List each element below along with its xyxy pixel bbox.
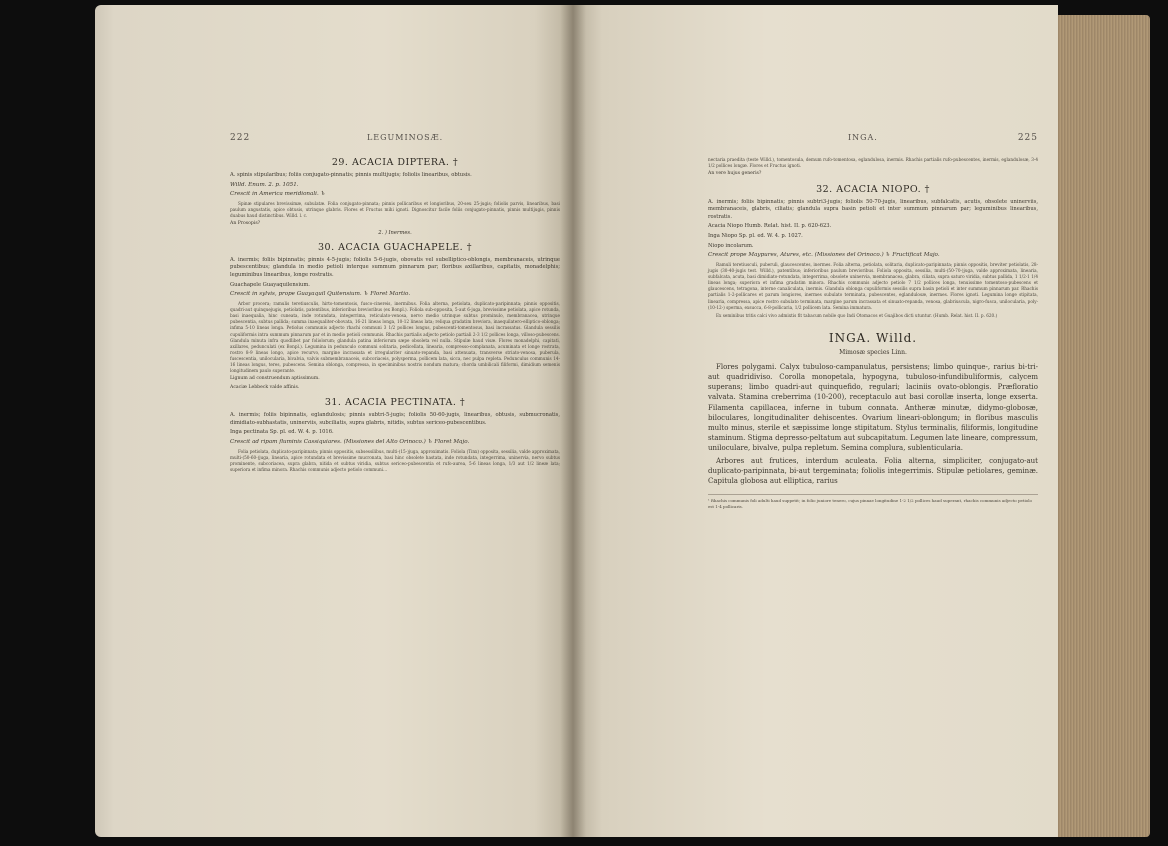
genus-description-continued: Arbores aut frutices, interdum aculeata. Folia alterna, simpliciter, conjugato-aut duplicato-paripinnata, bi-aut tergeminata; foliolis integerrimis. Stipulæ petiolares, geminæ. Capitula globosa aut elliptica, rarius (708, 456, 1038, 486)
species-description: Folia petiolata, duplicato-paripinnata; pinnis oppositis, subsessilibus, multi-(15-)juga, approximatis. Foliola (Tinx) opposita, sessilia, valde approximata, multi-(50-60-)juga, linearia, apice rotundata et brevissime mucronata, basi hinc obsolete hastata, inde rotundata, integerrima, uninervia, nervo subtus prominente, subcoriacea, supra glabra, nitida et subtus viridia, subtus sericeo-pubescentia et rufo-aurea, 5-6 lineas longa, 1/3 aut 1/2 lineæ lata; superiora et infima minora. Rhachis communis adjecto petiolo communi… (230, 448, 560, 472)
species-note: An Prosopis? (230, 221, 261, 227)
species-description: Ramuli teretiusculi, puberuli, glaucescentes, inermes. Folia alterna, petiolata, solitaria, duplicato-paripinnata; pinnis oppositis, breviter petiolatis, 28-jugis (30-40-jugis test. Willd.), patentibus; inferioribus paulum brevioribus. Foliola opposita, sessilia, multi-(50-70-)juga, valde approximata, linearia, subfalcata, acuta, basi dimidiato-rotundata, integerrima, obsolete uninervia, membranacea, glabra, ciliata, supra saturo viridia, subtus pallida, 1 1/2-1 1/4 lineas longa; superiora et infima gradatim minora. Rhachis communis adjecto petiolo 7 1/2 pollices longa, tenuissime tomentoso-pubescens et glaucescens, tetragona, interne canaliculata, inermis. Glandula oblonga cupuliformis sessilis supra basin petioli et inter summum pinnarum par. Rhachis partialis 1-2-pollicares et parum longiores, inermes subulato terminata, pubescentes, eglandulosæ, inermes. Flores ignoti. Legumina longe stipitata, linearia, compressa, apice rostro subulato terminata, margine parum incrassata et sinuato-repanda, venosa, glabriuscula, nigro-fusca, unilocularia, poly-(10-12-) sperma, exsucca, 6-8-pollicaria, 1/2 pollicem lata. Semina immatura. (708, 261, 1038, 310)
running-header (708, 133, 1038, 143)
species-synonym: Inga pectinata Sp. pl. ed. W. 4. p. 1016. (230, 429, 334, 436)
species-locality: Crescit prope Maypures, Atures, etc. (Missiones del Orinoco.) ♄ Fructificat Majo. (708, 252, 940, 259)
open-book (95, 5, 1150, 837)
species-title: 31. ACACIA PECTINATA. † (324, 396, 466, 408)
running-title: INGA. (847, 133, 878, 142)
continued-description: nectaria praedita (teste Willd.), tomentosula, demum rufo-tomentosa, eglandulosa, inermis. Rhachis partialis rufo-pubescentes, inermis, eglandulosæ, 3-4 1/2 pollices longæ. Flores et Fructus ignoti. (708, 157, 1038, 169)
species-title: 30. ACACIA GUACHAPELE. † (318, 241, 472, 253)
variety-heading: 2. ) Inermes. (378, 229, 412, 236)
species-synonym: Guachapele Guayaquilensium. (230, 281, 310, 288)
species-locality: Crescit ad ripam fluminis Cassiquiares. (Missiones del Alto Orinoco.) ♄ Floret Majo. (230, 438, 470, 445)
species-synonym: Willd. Enum. 2. p. 1051. (230, 181, 299, 188)
species-synonym: Acacia Niopo Humb. Relat. hist. II. p. 620-623. (708, 223, 832, 230)
species-note: Ex seminibus tritis calci vivo admixtis fit tabacum nobile quo Indi Otomacos et Guajibos dicti utuntur. (Humb. Relat. hist. II. p. 620.) (716, 312, 998, 318)
species-description: Arbor procera; ramulis teretiusculis, hirto-tomentosis, fusco-cinereis, inermibus. Folia alterna, petiolata, duplicato-paripinnata; pinnis oppositis, quadri-aut quinquejugis, petiolatis, patentibus, inferioribus brevioribus (ex Bonpl.). Foliola sub-opposita, 5-aut 6-juga, brevissime petiolata, apice rotunda, basi inaequalia, hinc cuneata, inde rotundata, integerrima, reticulato-venosa, nervo medio utrinque subtus prominulo, membranacea, utrinque pubescentia, subtus pallida; summa inaequaliter-obovata, 16-21 lineas longa, 10-12 lineas lata; reliqua gradatim breviora, inaequilatero-elliptico-oblonga; infima 5-10 lineas longa. Petiolus communis adjecto rhachi communi 3 1/2 pollices longus, pubescenti-tomentosus, basi incrassatus. Glandula sessilis cupuliformis intra summum pinnarum par et in medio petioli communis. Rhachis partialis adjecto petiolo partiali 2-3 1/2 pollices longa, villoso-pubescens. Glandula minuta infra quodlibet par foliolorum; glandula patina inferiorum sæpe obsoleta vel nulla. Stipulæ haud visæ. Flores monadelphi, capitati, axillares, pedunculati (ex Bonpl.). Legumina in pedunculo communi solitaria, pedicellata, linearia, compresso-complanata, acuminata et longe rostrata, rostro 8-9 lineas longo, apice recurvo, margine incrassata et irregulariter sinuato-repanda, basi attenuata, transverse striato-venosa, puberula, fuscescentia, unilocularia, bivalvia, valvis submembranaceis, subcoriaceis, polysperma, pollicem lata, sicca, nec pulpa repleta. Pedunculus communis 14-16 lineas longus, teres, pubescens. Semina oblonga, compressa, in speciminibus nostris nondum matura; chorda umbilicali filiformi, dimidium semenis longitudinem paulo superante. (230, 301, 560, 374)
left-page-content (230, 133, 560, 475)
genus-description: Flores polygami. Calyx tubuloso-campanulatus, persistens; limbo quinque-, rarius bi-tri-aut quadridiviso. Corolla monopetala, hypogyna, tubuloso-infundibuliformis, calycem superans; limbo quadri-aut quinquefido, regulari; laciniis ovato-oblongis. Præfloratio valvata. Stamina creberrima (10-200), receptaculo aut basi corollæ inserta, longe exserta. Filamenta capillacea, inferne in tubum connata. Antheræ minutæ, didymo-globosæ, biloculares, longitudinaliter dehiscentes. Ovarium lineari-oblongum; in floribus masculis multo minus, sterile et sæpissime longe stipitatum. Stylus terminalis, filiformis, longitudine staminum. Stigma depresso-peltatum aut subcapitatum. Legumen late lineare, compressum, uniloculare, bivalve, pulpa repletum. Semina complura, sublenticularia. (708, 362, 1038, 453)
species-title: 32. ACACIA NIOPO. † (816, 183, 930, 195)
species-synonym: Niopo incolarum. (708, 242, 754, 249)
footnote: ¹ Rhachis communis foli adulti haud suppetit; in folio juniore tenero, cujus pinnae longitudine 1-2 1/2 pollices haud superant, rhachis communis adjecto petiolo est 1-4 pollicaris. (708, 494, 1038, 510)
species-diagnosis: A. inermis; foliis bipinnatis, eglandulosis; pinnis subtri-5-jugis; foliolis 50-60-jugis, linearibus, obtusis, submucronatis, dimidiato-subhastatis, uninerviis, subciliatis, supra glabris, nitidis, subtus sericeo-pubescentibus. (230, 411, 560, 426)
running-title: LEGUMINOSÆ. (366, 133, 444, 142)
species-diagnosis: A. inermis; foliis bipinnatis; pinnis subtri3-jugis; foliolis 50-70-jugis, linearibus, subfalcatis, acutis, obsolete uninerviis, membranaceis, glabris, ciliatis; glandula supra basin petioli et inter summum pinnarum par; leguminibus linearibus, rostratis. (708, 198, 1038, 220)
right-page-content (708, 133, 1038, 510)
species-locality: Crescit in America meridionali. ♄ (230, 191, 326, 198)
species-diagnosis: A. inermis; foliis bipinnatis; pinnis 4-5-jugis; foliolis 5-6-jugis, obovatis vel subelliptico-oblongis, membranaceis, utrinque pubescentibus; glandula in medio petioli interque summum pinnarum par; floribus axillaribus, capitatis, monadelphis; leguminibus linearibus, longe rostratis. (230, 256, 560, 279)
species-note: Lignum ad construendum aptissimum. (230, 376, 320, 382)
page-edges (1058, 15, 1150, 837)
genus-subtitle: Mimosæ species Linn. (839, 348, 907, 356)
genus-title: INGA. Willd. (828, 330, 918, 345)
species-note: Acaciæ Lebbeck valde affinis. (230, 384, 300, 390)
species-synonym: Inga Niopo Sp. pl. ed. W. 4. p. 1027. (708, 232, 803, 239)
species-description: Spinæ stipulares brevissimæ, subulatæ. Folia conjugato-pinnata; pinnis pollicaribus et longioribus, 20-seu 25-jugis; foliolis parvis, linearibus, basi paulum angustatis, apice obtusis, utrinque glabris. Flores et Fructus mihi ignoti. Dignoscitur facile foliis conjugato-pinnatis, pinnis multijugis, pinnis duabus haud distinctibus. Willd. l. c. (230, 201, 560, 219)
species-diagnosis: A. spinis stipularibus; foliis conjugato-pinnatis; pinnis multijugis; foliolis linearibus, obtusis. (230, 172, 472, 178)
continued-note: An vere hujus generis? (708, 171, 762, 177)
running-header (230, 133, 560, 143)
page-number: 225 (1017, 133, 1038, 143)
species-locality: Crescit in sylvis, prope Guayaquil Quitensium. ♄ Floret Martio. (230, 291, 411, 298)
page-number: 222 (230, 133, 251, 143)
book-gutter (560, 5, 586, 837)
species-title: 29. ACACIA DIPTERA. † (331, 157, 459, 168)
right-page (573, 5, 1058, 837)
left-page (95, 5, 573, 837)
